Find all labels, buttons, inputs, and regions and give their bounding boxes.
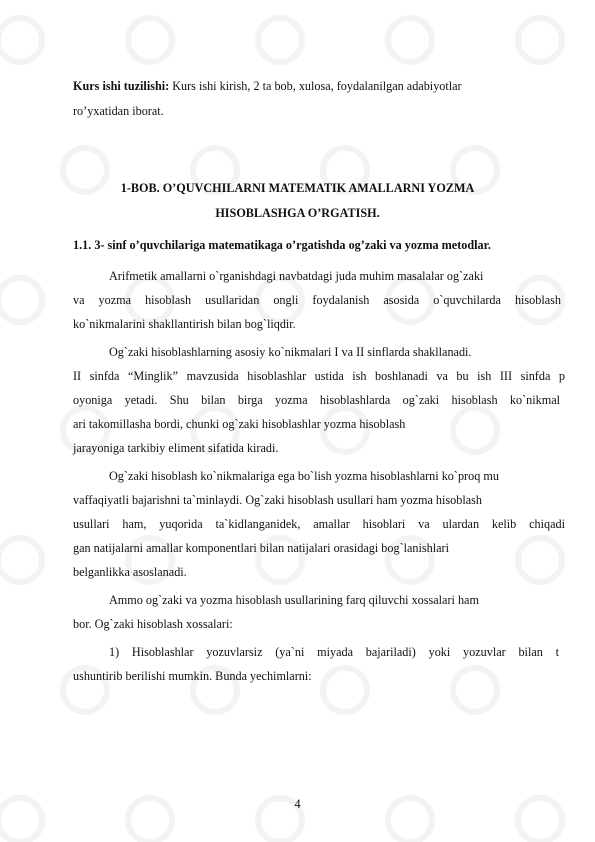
- paragraph-3-line-4: gan natijalarni amallar komponentlari bilan natijalari orasidagi bog`lanishlari: [73, 541, 449, 555]
- paragraph-1-line-2: va yozma hisoblash usullaridan ongli foydalanish asosida o`quvchilarda hisoblash: [73, 293, 561, 307]
- paragraph-5-line-2: ushuntirib berilishi mumkin. Bunda yechimlarni:: [73, 669, 312, 683]
- page-number: 4: [294, 797, 301, 811]
- section-title: 1.1. 3- sinf o’quvchilariga matematikaga o’rgatishda og’zaki va yozma metodlar.: [73, 238, 491, 252]
- paragraph-3-line-3: usullari ham, yuqorida ta`kidlanganidek, amallar hisoblari va ulardan kelib chiqadi: [73, 517, 565, 531]
- paragraph-1-line-1: Arifmetik amallarni o`rganishdagi navbatdagi juda muhim masalalar og`zaki: [109, 269, 484, 283]
- paragraph-2-line-4: ari takomillasha bordi, chunki og`zaki hisoblashlar yozma hisoblash: [73, 417, 406, 431]
- paragraph-5-line-1: 1) Hisoblashlar yozuvlarsiz (ya`ni miyada bajariladi) yoki yozuvlar bilan t: [109, 645, 559, 659]
- intro-line-1: [73, 79, 565, 94]
- intro-text: Kurs ishi kirish, 2 ta bob, xulosa, foydalanilgan adabiyotlar: [172, 79, 462, 93]
- chapter-title-line-1: 1-BOB. O’QUVCHILARNI MATEMATIK AMALLARNI YOZMA: [120, 181, 475, 195]
- paragraph-2-line-2: II sinfda “Minglik” mavzusida hisoblashlar ustida ish boshlanadi va bu ish III sinfda p: [73, 369, 565, 383]
- chapter-title-line-2: HISOBLASHGA O’RGATISH.: [215, 206, 380, 220]
- intro-label: Kurs ishi tuzilishi:: [73, 79, 170, 93]
- paragraph-1-line-3: ko`nikmalarini shakllantirish bilan bog`liqdir.: [73, 317, 296, 331]
- intro-line-2: ro’yxatidan iborat.: [73, 104, 164, 118]
- paragraph-2-line-3: oyoniga yetadi. Shu bilan birga yozma hisoblashlarda og`zaki hisoblash ko`nikmal: [73, 393, 560, 407]
- paragraph-3-line-2: vaffaqiyatli bajarishni ta`minlaydi. Og`zaki hisoblash usullari ham yozma hisoblash: [73, 493, 482, 507]
- paragraph-2-line-1: Og`zaki hisoblashlarning asosiy ko`nikmalari I va II sinflarda shakllanadi.: [109, 345, 472, 359]
- paragraph-3-line-1: Og`zaki hisoblash ko`nikmalariga ega bo`lish yozma hisoblashlarni ko`proq mu: [109, 469, 499, 483]
- paragraph-4-line-2: bor. Og`zaki hisoblash xossalari:: [73, 617, 233, 631]
- paragraph-2-line-5: jarayoniga tarkibiy eliment sifatida kiradi.: [73, 441, 279, 455]
- paragraph-3-line-5: belganlikka asoslanadi.: [73, 565, 187, 579]
- paragraph-4-line-1: Ammo og`zaki va yozma hisoblash usullarining farq qiluvchi xossalari ham: [109, 593, 479, 607]
